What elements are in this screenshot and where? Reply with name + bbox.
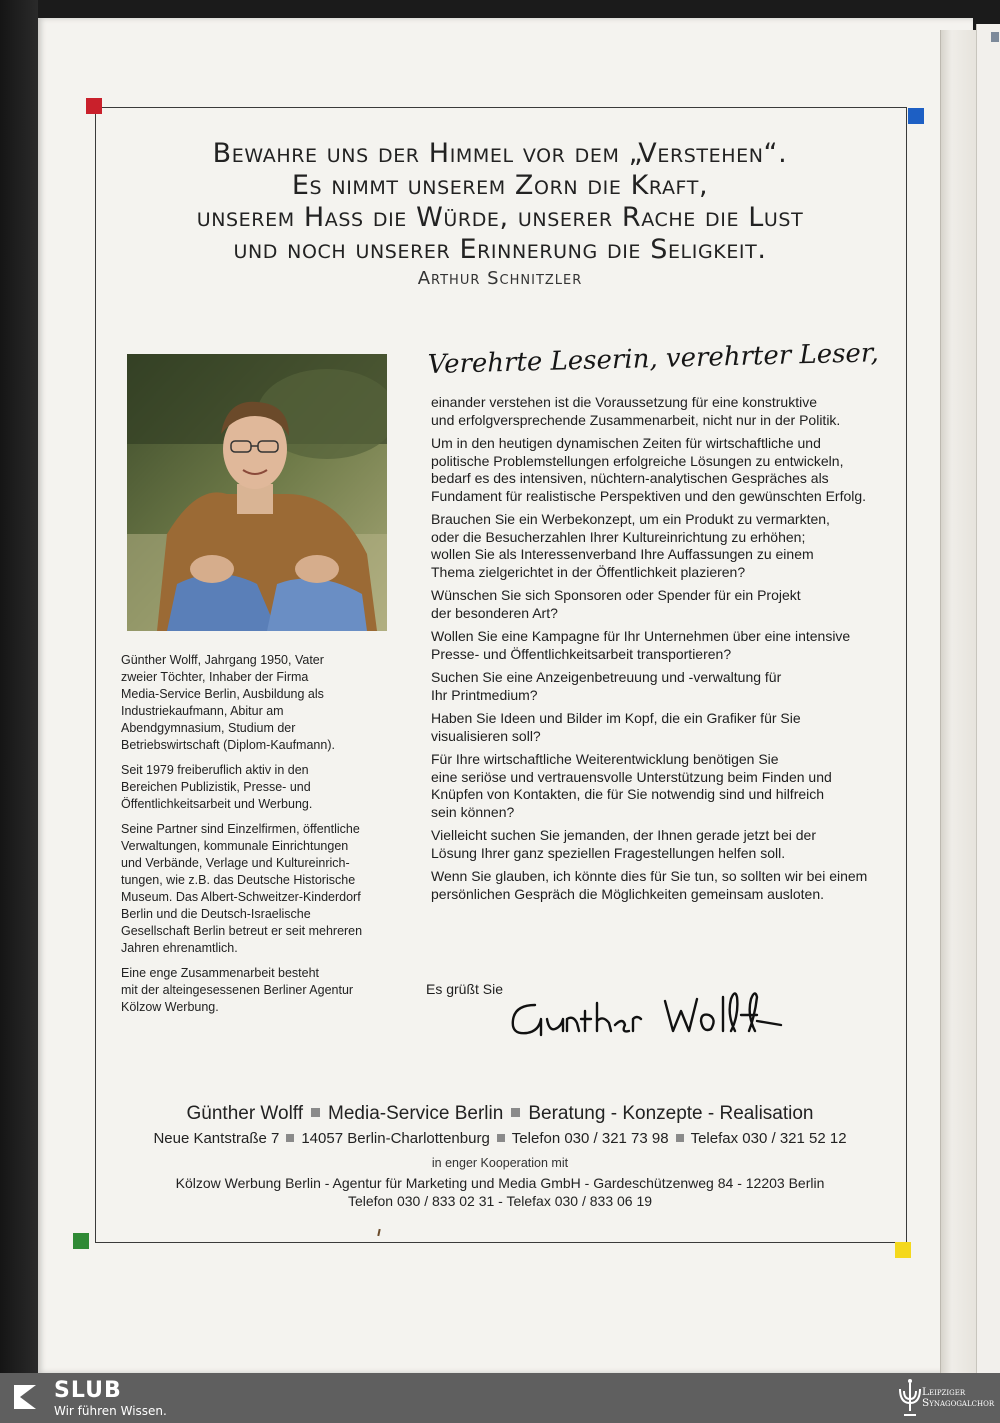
letter-paragraph	[431, 827, 901, 862]
letter-line: oder die Besucherzahlen Ihrer Kultureinrichtung zu erhöhen;	[431, 528, 806, 545]
bio-paragraph	[121, 762, 383, 813]
bio-line: Seine Partner sind Einzelfirmen, öffentliche	[121, 822, 360, 836]
bio-line: Öffentlichkeitsarbeit und Werbung.	[121, 797, 313, 811]
quote-line: Es nimmt unserem Zorn die Kraft,	[291, 170, 709, 201]
bio-line: Kölzow Werbung.	[121, 1000, 219, 1014]
viewer-bottom-bar	[0, 1373, 1000, 1423]
bio-line: Abendgymnasium, Studium der	[121, 721, 296, 735]
quote	[120, 138, 880, 266]
bio-line: Bereichen Publizistik, Presse- und	[121, 780, 311, 794]
letter-line: Um in den heutigen dynamischen Zeiten für wirtschaftliche und	[431, 435, 821, 451]
letter-body	[431, 394, 901, 909]
letter-line: politische Problemstellungen erfolgreiche Lösungen zu entwickeln,	[431, 452, 844, 469]
letter-paragraph	[431, 587, 901, 622]
separator-square	[511, 1108, 520, 1117]
letter-line: Lösung Ihrer ganz speziellen Fragestellungen helfen soll.	[431, 844, 786, 861]
letter-line: Haben Sie Ideen und Bilder im Kopf, die ein Grafiker für Sie	[431, 710, 801, 726]
bio-line: Industriekaufmann, Abitur am	[121, 704, 284, 718]
letter-line: bedarf es des intensiven, nüchtern-analytischen Gespräches als	[431, 470, 829, 486]
separator-square	[286, 1134, 294, 1142]
quote-line: und noch unserer Erinnerung die Seligkeit.	[233, 234, 767, 265]
letter-paragraph	[431, 394, 901, 429]
letter-line: visualisieren soll?	[431, 727, 541, 744]
letter-paragraph	[431, 511, 901, 581]
next-page-edge	[976, 24, 1000, 1373]
separator-square	[311, 1108, 320, 1117]
letter-line: Presse- und Öffentlichkeitsarbeit transportieren?	[431, 645, 732, 662]
letter-paragraph	[431, 628, 901, 663]
footer-partner-contact: Telefon 030 / 833 02 31 - Telefax 030 / 833 06 19	[347, 1193, 653, 1209]
slub-name[interactable]: SLUB	[54, 1378, 122, 1403]
letter-paragraph	[431, 435, 901, 505]
bio-line: Media-Service Berlin, Ausbildung als	[121, 687, 324, 701]
footer-address-line	[110, 1130, 890, 1147]
handwritten-signature	[505, 975, 805, 1055]
bio-line: mit der alteingesessenen Berliner Agentur	[121, 983, 354, 997]
footer-street: Neue Kantstraße 7	[153, 1130, 280, 1147]
separator-square	[676, 1134, 684, 1142]
letter-line: der besonderen Art?	[431, 604, 558, 621]
letter-line: Vielleicht suchen Sie jemanden, der Ihnen gerade jetzt bei der	[431, 827, 816, 843]
letter-line: Suchen Sie eine Anzeigenbetreuung und -verwaltung für	[431, 669, 782, 685]
separator-square	[497, 1134, 505, 1142]
bio-line: tungen, wie z.B. das Deutsche Historische	[121, 873, 356, 887]
bio-line: Eine enge Zusammenarbeit besteht	[121, 966, 320, 980]
portrait-photo	[127, 354, 387, 631]
handwritten-salutation: Verehrte Leserin, verehrter Leser,	[427, 338, 880, 380]
footer-fax: Telefax 030 / 321 52 12	[690, 1130, 847, 1147]
footer-partner: Kölzow Werbung Berlin - Agentur für Marketing und Media GmbH - Gardeschützenweg 84 - 12203 Berlin	[175, 1175, 825, 1191]
greeting: Es grüßt Sie	[426, 981, 504, 997]
letter-line: eine seriöse und vertrauensvolle Unterstützung beim Finden und	[431, 768, 832, 785]
footer-city: 14057 Berlin-Charlottenburg	[301, 1130, 490, 1147]
corner-mark-blue	[908, 108, 924, 124]
bio-line: Museum. Das Albert-Schweitzer-Kinderdorf	[121, 890, 361, 904]
letter-paragraph	[431, 669, 901, 704]
footer-company-line	[120, 1103, 880, 1125]
bio-line: zweier Töchter, Inhaber der Firma	[121, 670, 309, 684]
choir-name-line1: Leipziger	[922, 1386, 966, 1398]
letter-line: Thema zielgerichtet in der Öffentlichkeit plazieren?	[431, 563, 746, 580]
letter-line: Wenn Sie glauben, ich könnte dies für Sie tun, so sollten wir bei einem	[431, 868, 868, 884]
bio-line: Jahren ehrenamtlich.	[121, 941, 238, 955]
letter-line: Brauchen Sie ein Werbekonzept, um ein Produkt zu vermarkten,	[431, 511, 830, 527]
choir-name	[922, 1387, 994, 1409]
bio-line: Gesellschaft Berlin betreut er seit mehreren	[121, 924, 363, 938]
slub-tagline: Wir führen Wissen.	[54, 1404, 167, 1418]
menorah-logo-icon[interactable]	[896, 1377, 924, 1419]
letter-line: einander verstehen ist die Voraussetzung für eine konstruktive	[431, 394, 818, 410]
corner-mark-yellow	[895, 1242, 911, 1258]
letter-paragraph	[431, 710, 901, 745]
corner-mark-red	[86, 98, 102, 114]
bio-line: Betriebswirtschaft (Diplom-Kaufmann).	[121, 738, 335, 752]
bio-line: Seit 1979 freiberuflich aktiv in den	[121, 763, 309, 777]
bio-paragraph	[121, 821, 383, 957]
letter-line: Knüpfen von Kontakten, die für Sie notwendig sind und hilfreich	[431, 786, 825, 802]
letter-line: Fundament für realistische Perspektiven und den gewünschten Erfolg.	[431, 487, 867, 504]
quote-author: Arthur Schnitzler	[417, 268, 583, 289]
footer-services: Beratung - Konzepte - Realisation	[528, 1103, 814, 1124]
letter-line: Für Ihre wirtschaftliche Weiterentwicklung benötigen Sie	[431, 751, 779, 767]
letter-line: Wollen Sie eine Kampagne für Ihr Unternehmen über eine intensive	[431, 628, 851, 644]
corner-mark-green	[73, 1233, 89, 1249]
choir-name-line2: Synagogalchor	[922, 1397, 995, 1409]
scan-background-left	[0, 0, 38, 1373]
letter-line: Wünschen Sie sich Sponsoren oder Spender für ein Projekt	[431, 587, 801, 603]
quote-line: Bewahre uns der Himmel vor dem „Verstehen“.	[212, 138, 788, 169]
footer-company: Media-Service Berlin	[328, 1103, 504, 1124]
letter-line: Ihr Printmedium?	[431, 686, 538, 703]
page-edge	[940, 30, 977, 1373]
bio	[121, 652, 383, 1024]
footer-name: Günther Wolff	[186, 1103, 304, 1124]
bio-line: Berlin und die Deutsch-Israelische	[121, 907, 311, 921]
footer-phone: Telefon 030 / 321 73 98	[511, 1130, 669, 1147]
bio-line: Günther Wolff, Jahrgang 1950, Vater	[121, 653, 324, 667]
bio-line: Verwaltungen, kommunale Einrichtungen	[121, 839, 349, 853]
bio-paragraph	[121, 965, 383, 1016]
letter-line: wollen Sie als Interessenverband Ihre Auffassungen zu einem	[431, 546, 814, 562]
letter-line: persönlichen Gespräch die Möglichkeiten gemeinsam ausloten.	[431, 885, 824, 902]
bio-line: und Verbände, Verlage und Kultureinrich-	[121, 856, 350, 870]
footer-cooperation: in enger Kooperation mit	[431, 1156, 569, 1170]
slub-logo-icon[interactable]	[10, 1379, 46, 1415]
bio-paragraph	[121, 652, 383, 754]
page-tab-marker	[991, 32, 999, 42]
letter-paragraph	[431, 751, 901, 821]
quote-line: unserem Hass die Würde, unserer Rache die Lust	[196, 202, 804, 233]
letter-line: sein können?	[431, 803, 515, 820]
letter-line: und erfolgversprechende Zusammenarbeit, nicht nur in der Politik.	[431, 411, 841, 428]
letter-paragraph	[431, 868, 901, 903]
